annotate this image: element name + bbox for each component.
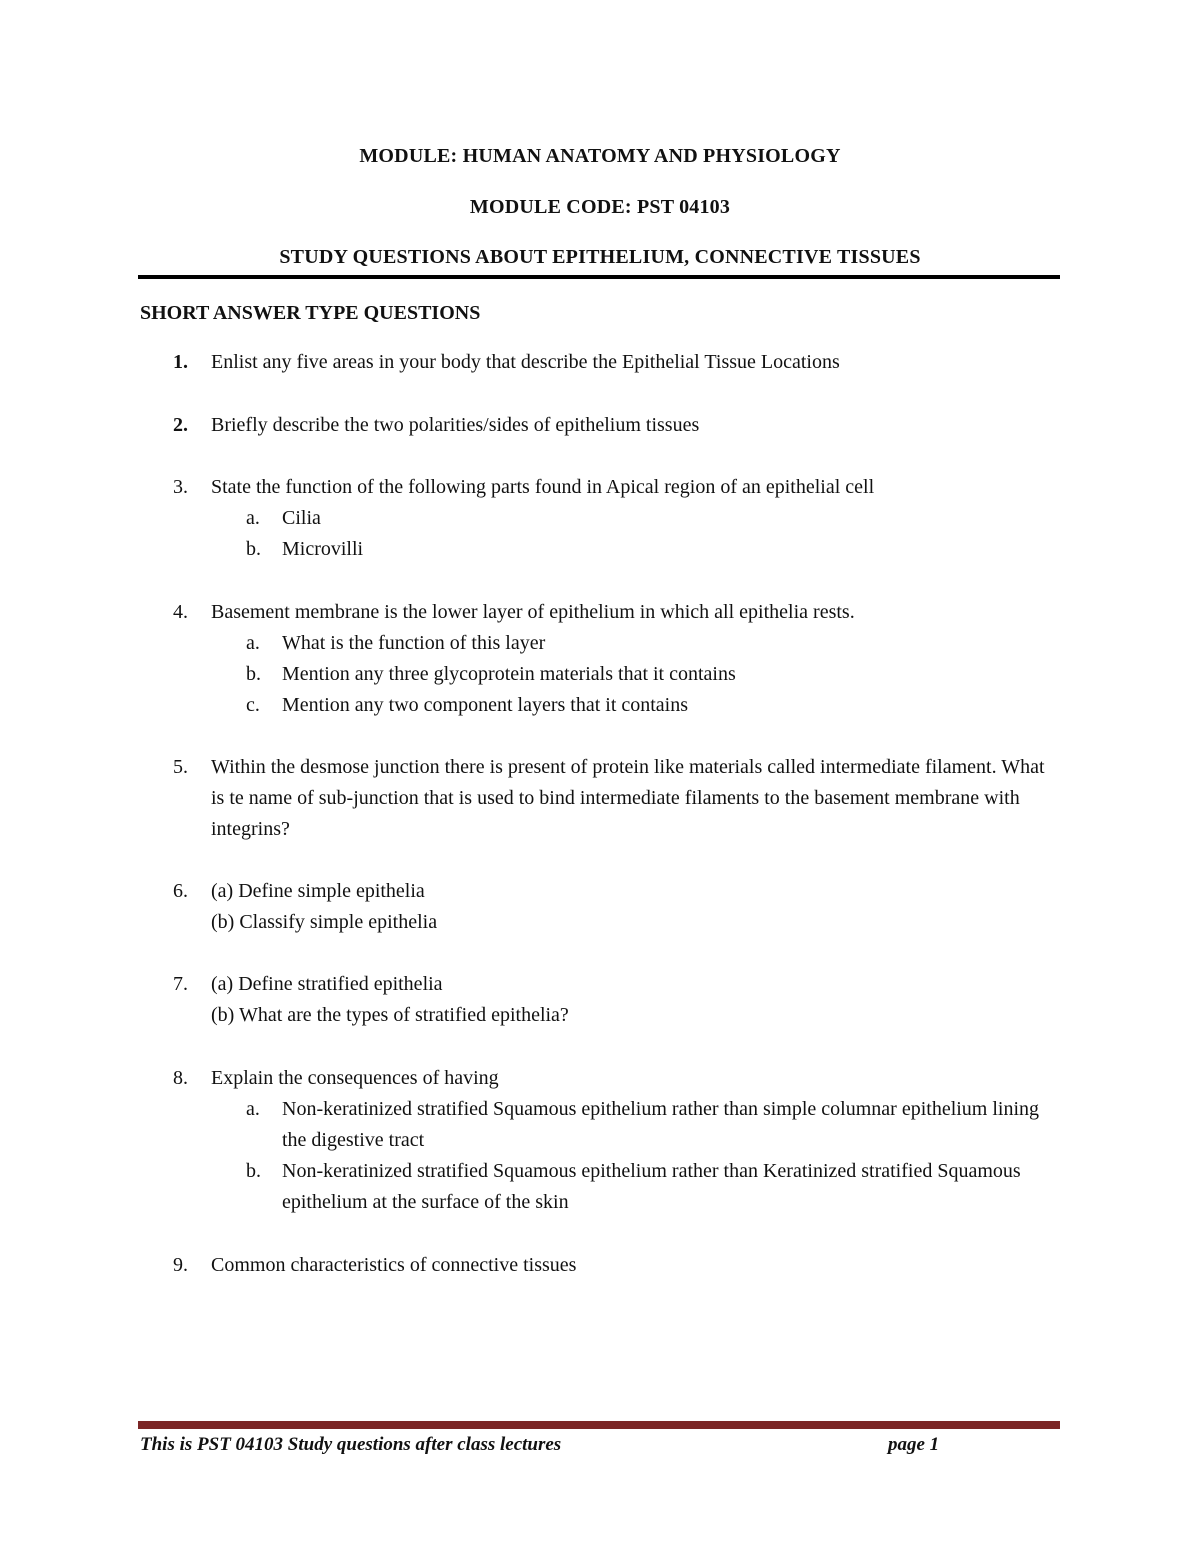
header-divider <box>138 275 1060 279</box>
sub-question-letter: b. <box>246 538 261 560</box>
module-title: MODULE: HUMAN ANATOMY AND PHYSIOLOGY <box>359 145 841 167</box>
sub-question-letter: c. <box>246 694 260 716</box>
question-line-a: (a) Define simple epithelia <box>211 880 425 902</box>
question-text: State the function of the following parts found in Apical region of an epithelial cell <box>211 476 875 498</box>
sub-question-letter: b. <box>246 663 261 685</box>
question-number: 9. <box>173 1254 188 1276</box>
sub-question-text: Mention any three glycoprotein materials that it contains <box>282 663 736 685</box>
footer-divider <box>138 1421 1060 1429</box>
footer-caption: This is PST 04103 Study questions after class lectures <box>140 1434 562 1455</box>
module-code: MODULE CODE: PST 04103 <box>469 196 731 218</box>
sub-question-text: Non-keratinized stratified Squamous epithelium rather than Keratinized stratified Squamous epithelium at the surface of the skin <box>282 1160 1021 1213</box>
question-number: 5. <box>173 756 188 778</box>
question-number: 4. <box>173 601 188 623</box>
question-text: Enlist any five areas in your body that describe the Epithelial Tissue Locations <box>211 351 840 373</box>
question-number: 3. <box>173 476 188 498</box>
document-subject: STUDY QUESTIONS ABOUT EPITHELIUM, CONNECTIVE TISSUES <box>279 246 921 268</box>
sub-question-letter: a. <box>246 1098 260 1120</box>
page-number: page 1 <box>888 1434 940 1455</box>
question-line-a: (a) Define stratified epithelia <box>211 973 443 995</box>
sub-question-letter: a. <box>246 632 260 654</box>
sub-question-text: What is the function of this layer <box>282 632 546 654</box>
question-number: 6. <box>173 880 188 902</box>
question-line-b: (b) What are the types of stratified epithelia? <box>211 1004 569 1026</box>
question-number: 2. <box>173 414 188 436</box>
sub-question-letter: a. <box>246 507 260 529</box>
question-line-b: (b) Classify simple epithelia <box>211 911 438 933</box>
question-text: Within the desmose junction there is present of protein like materials called intermediate filament. What is te name of sub-junction that is used to bind intermediate filaments to the basement membrane with integrins? <box>211 756 1045 840</box>
question-number: 8. <box>173 1067 188 1089</box>
sub-question-text: Cilia <box>282 507 321 529</box>
sub-question-text: Microvilli <box>282 538 364 560</box>
sub-question-text: Mention any two component layers that it contains <box>282 694 689 716</box>
question-text: Explain the consequences of having <box>211 1067 499 1089</box>
question-number: 1. <box>173 351 188 373</box>
question-number: 7. <box>173 973 188 995</box>
question-text: Briefly describe the two polarities/sides of epithelium tissues <box>211 414 700 436</box>
question-text: Basement membrane is the lower layer of epithelium in which all epithelia rests. <box>211 601 855 623</box>
sub-question-letter: b. <box>246 1160 261 1182</box>
section-heading: SHORT ANSWER TYPE QUESTIONS <box>140 302 481 324</box>
sub-question-text: Non-keratinized stratified Squamous epithelium rather than simple columnar epithelium lining the digestive tract <box>282 1098 1040 1151</box>
question-text: Common characteristics of connective tissues <box>211 1254 577 1276</box>
